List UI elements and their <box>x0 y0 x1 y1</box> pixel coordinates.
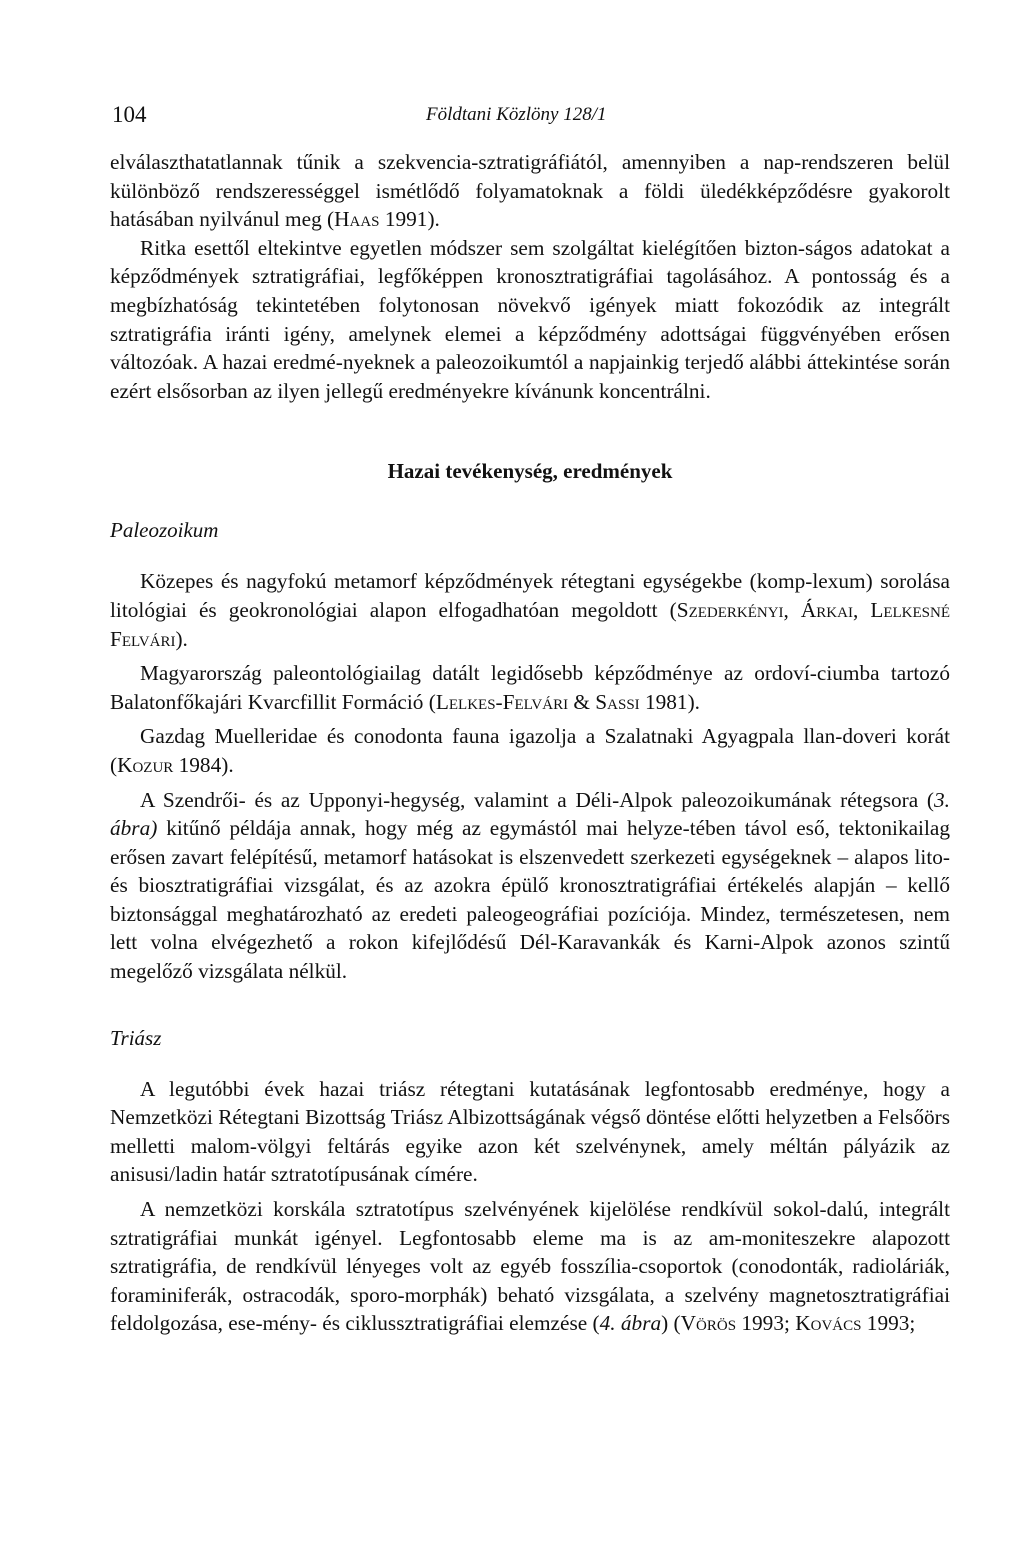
journal-title: Földtani Közlöny 128/1 <box>426 104 607 125</box>
paleozoic-paragraph-4 <box>110 786 950 986</box>
paleozoic-p2-year: 1981). <box>639 689 700 714</box>
triassic-p2-author-2: Kovács <box>795 1311 862 1336</box>
triassic-p2-mid: ) ( <box>661 1311 681 1336</box>
paleozoic-p2-text: Magyarország paleontológiailag datált legidősebb képződménye az ordoví-ciumba tartozó Balatonfőkajári Kvarcfillit Formáció ( <box>110 661 950 714</box>
paleozoic-p4-text-b: kitűnő példája annak, hogy még az egymástól mai helyze-tében távol eső, tektonikailag erősen zavart felépítésű, metamorf hatásokat is elszenvedett szerkezeti egységeknek – alapos lito-és biosztratigráfiai vizsgálat, és az azokra épülő kronosztratigráfiai értékelés alapján – kellő biztonsággal meghatározható az eredeti paleogeográfiai pozíciója. Mindez, természetesen, nem lett volna elvégezhető a rokon kifejlődésű Dél-Karavankák és Karni-Alpok azonos szintű megelőző vizsgálata nélkül. <box>110 816 950 984</box>
intro-p1-year: 1991). <box>379 207 440 232</box>
subsection-heading-paleozoic: Paleozoikum <box>110 518 219 543</box>
paleozoic-paragraph-2 <box>110 659 950 716</box>
intro-p1-text: elválaszthatatlannak tűnik a szekvencia-sztratigráfiától, amennyiben a nap-rendszeren belül különböző rendszerességgel ismétlődő folyamatoknak a földi üledékképződésre gyakorolt hatásában nyilvánul meg ( <box>110 150 950 232</box>
paleozoic-p1-end: ). <box>175 626 188 651</box>
triassic-p2-author-1: Vörös <box>680 1311 737 1336</box>
intro-paragraph-1 <box>110 148 950 234</box>
page-number: 104 <box>112 102 147 127</box>
paleozoic-p3-text: Gazdag Muelleridae és conodonta fauna igazolja a Szalatnaki Agyagpala llan-doveri korát ( <box>110 724 950 777</box>
page <box>110 96 950 1338</box>
section-title: Hazai tevékenység, eredmények <box>387 459 673 484</box>
paleozoic-p1-text: Közepes és nagyfokú metamorf képződmények rétegtani egységekbe (komp-lexum) sorolása litológiai és geokronológiai alapon elfogadhatóan megoldott ( <box>110 569 950 622</box>
paleozoic-p1-authors: Szederkényi, Árkai, Lelkesné Felvári <box>110 597 950 651</box>
intro-p1-author: Haas <box>334 207 380 232</box>
triassic-body <box>110 1075 950 1338</box>
paleozoic-body <box>110 567 950 985</box>
paleozoic-p2-authors: Lelkes-Felvári & Sassi <box>435 689 640 714</box>
triassic-paragraph-2 <box>110 1195 950 1338</box>
paleozoic-p3-year: 1984). <box>173 752 234 777</box>
figure-reference-3: 3. ábra) <box>110 787 950 841</box>
triassic-paragraph-1: A legutóbbi évek hazai triász rétegtani kutatásának legfontosabb eredménye, hogy a Nemzetközi Rétegtani Bizottság Triász Albizottságának végső döntése előtti helyzetben a Felsőörs melletti malom-völgyi feltárás egyike azon két szelvénynek, amely méltán pályázik az anisusi/ladin határ sztratotípusának címére. <box>110 1076 950 1187</box>
paleozoic-p3-author: Kozur <box>117 752 174 777</box>
subsection-heading-triassic: Triász <box>110 1025 162 1050</box>
triassic-p2-year-1: 1993; <box>736 1311 796 1336</box>
figure-reference-4: 4. ábra <box>599 1311 662 1336</box>
paleozoic-paragraph-1 <box>110 567 950 653</box>
triassic-p2-text: A nemzetközi korskála sztratotípus szelvényének kijelölése rendkívül sokol-dalú, integrált sztratigráfiai munkát igényel. Legfontosabb eleme ma is az am-moniteszekre alapozott sztratigráfia, de rendkívül lényeges volt az egyéb fosszília-csoportok (conodonták, radioláriák, foraminiferák, ostracodák, sporo-morphák) beható vizsgálata, a szelvény magnetosztratigráfiai feldolgozása, ese-mény- és ciklussztratigráfiai elemzése ( <box>110 1197 950 1336</box>
intro <box>110 148 950 405</box>
running-head <box>110 96 950 136</box>
paleozoic-p4-text-a: A Szendrői- és az Upponyi-hegység, valamint a Déli-Alpok paleozoikumának rétegsora ( <box>140 787 935 812</box>
paleozoic-paragraph-3 <box>110 722 950 779</box>
intro-paragraph-2: Ritka esettől eltekintve egyetlen módszer sem szolgáltat kielégítően bizton-ságos adatokat a képződmények sztratigráfiai, legfőképpen kronosztratigráfiai tagolásához. A pontosság és a megbízhatóság tekintetében folytonosan növekvő igények miatt fokozódik az integrált sztratigráfia iránti igény, amelynek elemei a képződmény adottságai függvényében erősen változóak. A hazai eredmé-nyeknek a paleozoikumtól a napjainkig terjedő alábbi áttekintése során ezért elsősorban az ilyen jellegű eredményekre kívánunk koncentrálni. <box>110 235 950 403</box>
triassic-p2-year-2: 1993; <box>861 1311 916 1336</box>
